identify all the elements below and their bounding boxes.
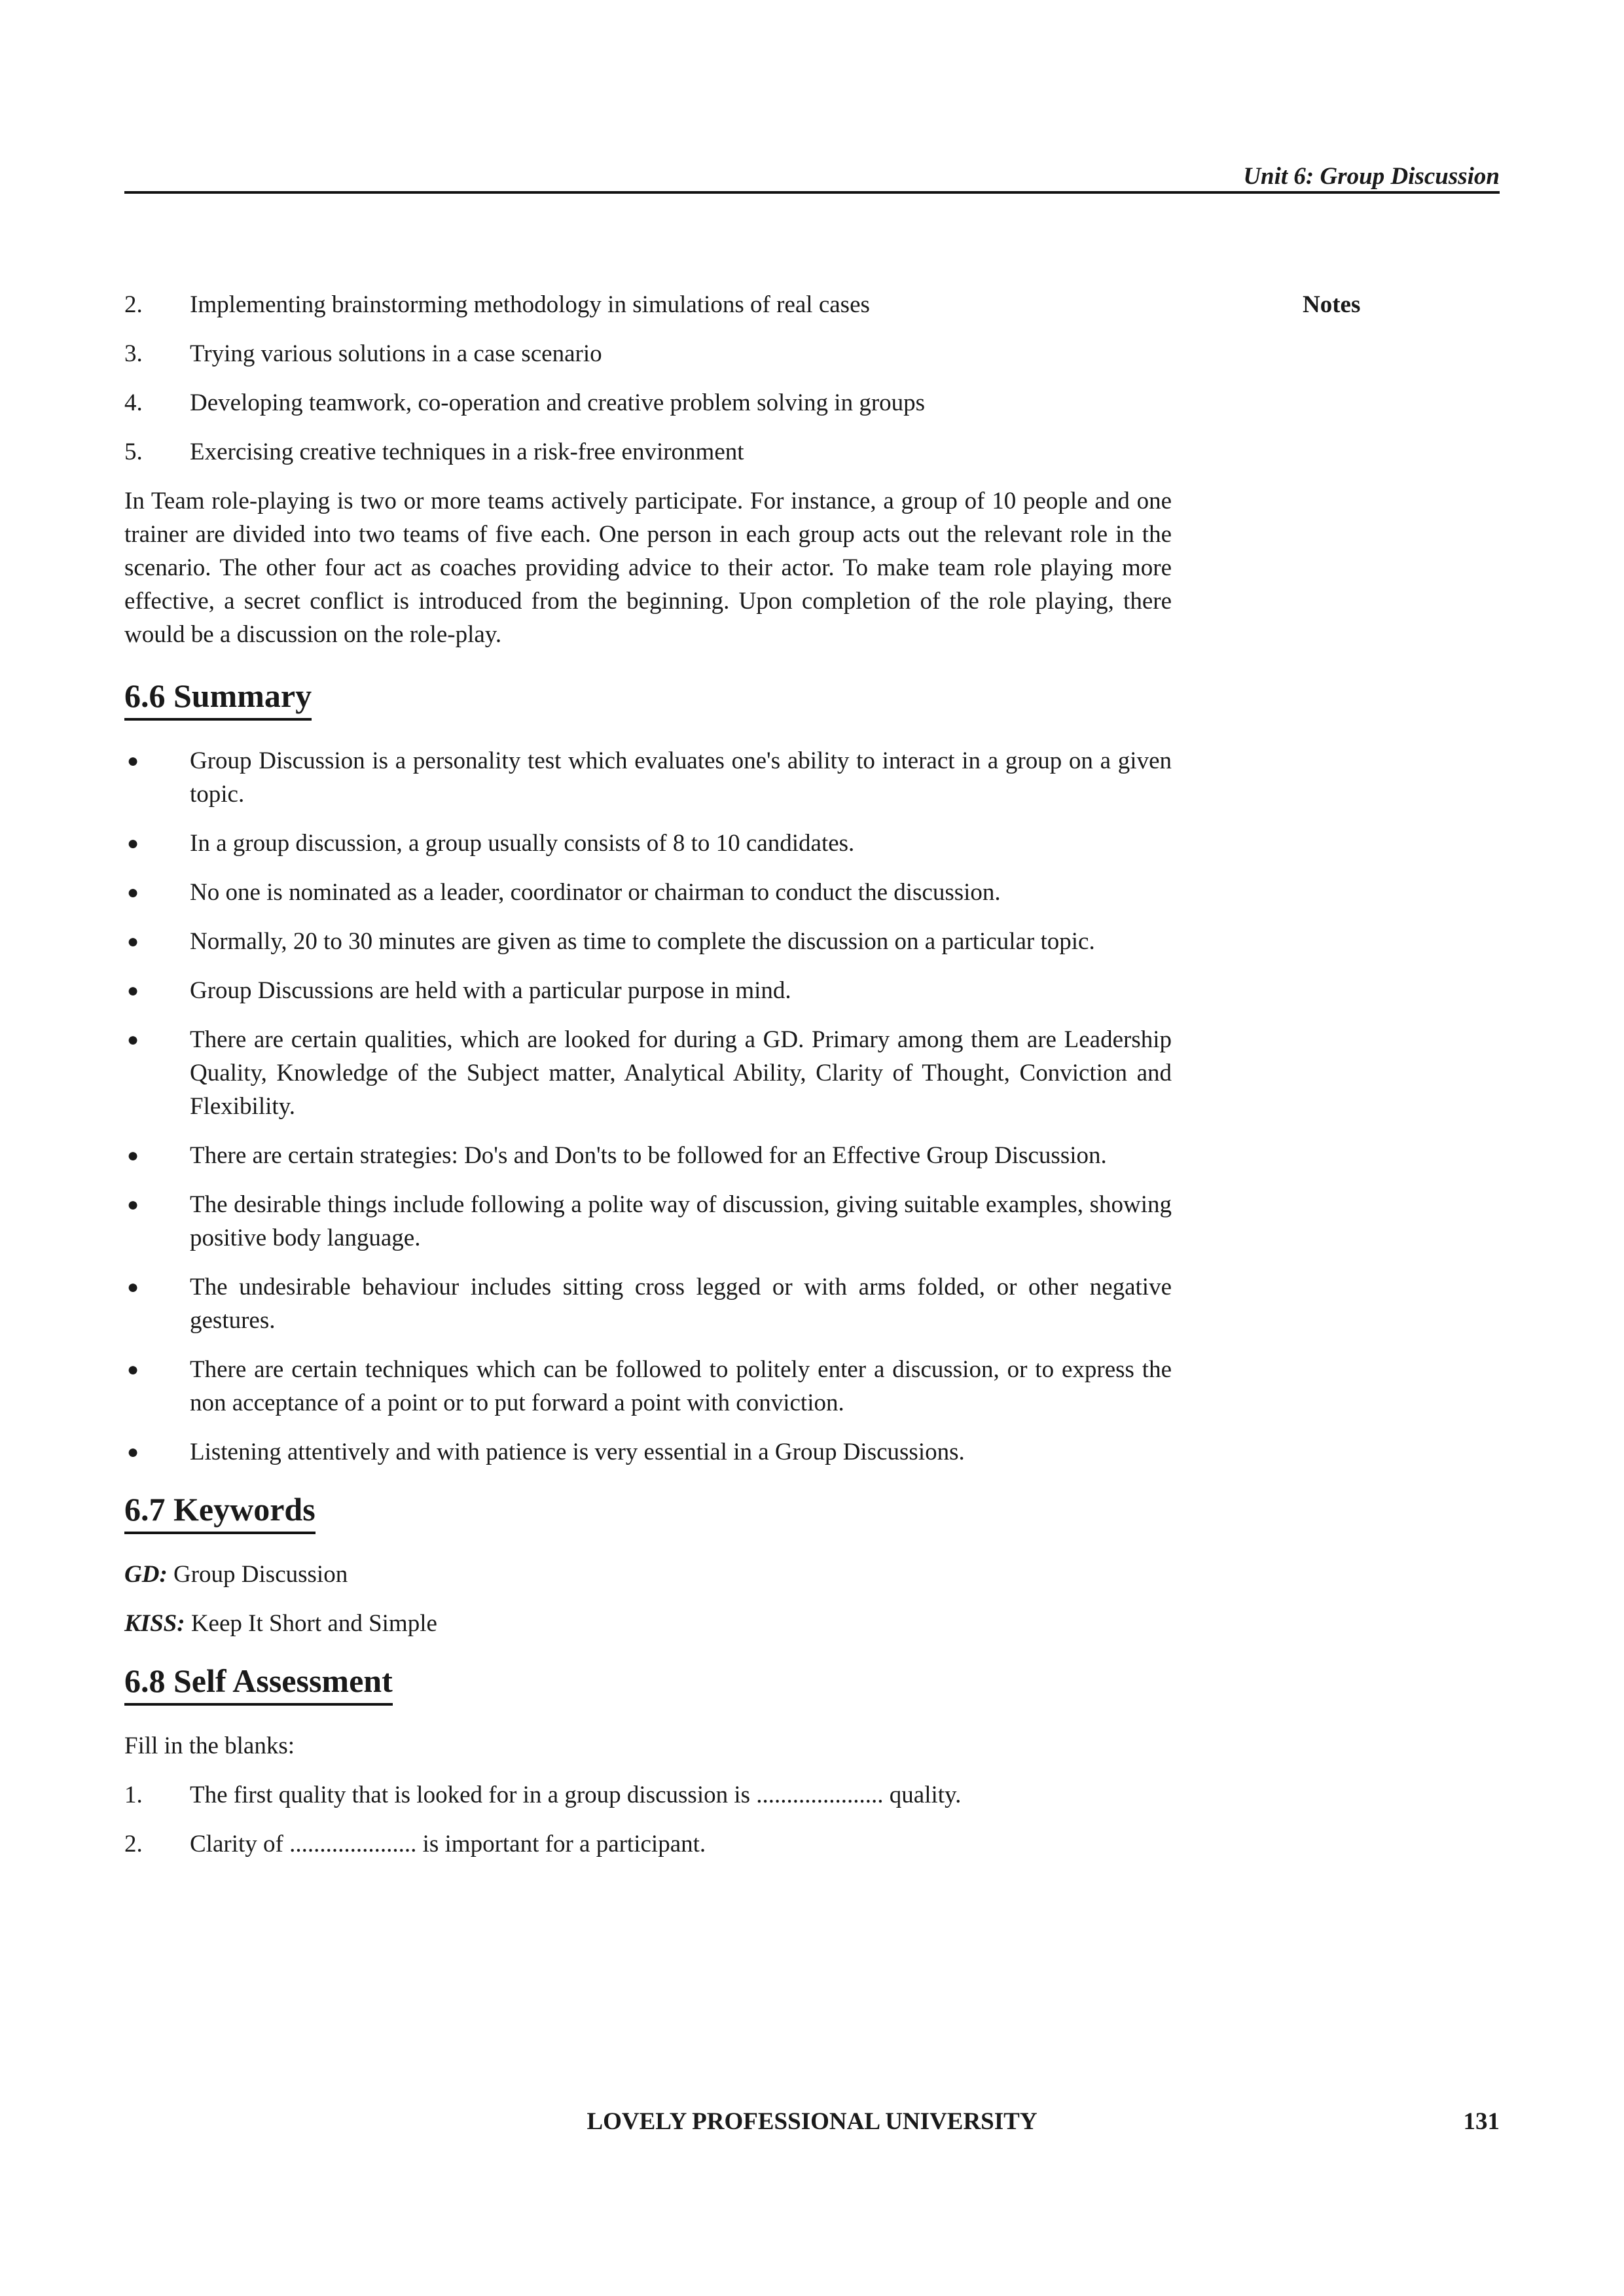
summary-bullet-text: There are certain strategies: Do's and Don'ts to be followed for an Effective Group Discussion. [190,1142,1107,1169]
summary-bullet [124,827,1172,860]
self-assessment-heading: 6.8 Self Assessment [124,1661,393,1706]
list-item [124,337,1172,370]
summary-bullet-text: Normally, 20 to 30 minutes are given as time to complete the discussion on a particular topic. [190,928,1095,955]
keyword-term: KISS: [124,1610,185,1637]
intro-paragraph: In Team role-playing is two or more teams actively participate. For instance, a group of 10 people and one trainer are divided into two teams of five each. One person in each group acts out the relevant role in the scenario. The other four act as coaches providing advice to their actor. To make team role playing more effective, a secret conflict is introduced from the beginning. Upon completion of the role playing, there would be a discussion on the role-play. [124,488,1172,648]
footer-university: LOVELY PROFESSIONAL UNIVERSITY [586,2108,1038,2135]
bullet-icon: ● [127,750,139,772]
summary-bullet-text: Group Discussion is a personality test which evaluates one's ability to interact in a group on a given topic. [190,747,1172,808]
summary-bullet-text: Listening attentively and with patience is very essential in a Group Discussions. [190,1439,965,1465]
summary-bullet-text: The desirable things include following a polite way of discussion, giving suitable examples, showing positive body language. [190,1191,1172,1251]
summary-bullet [124,876,1172,909]
notes-margin-label: Notes [1303,291,1361,318]
bullet-icon: ● [127,882,139,903]
list-item [124,386,1172,420]
question-item [124,1778,1172,1812]
question-number: 2. [124,1831,143,1857]
summary-bullet [124,1139,1172,1172]
bullet-icon: ● [127,1276,139,1298]
list-item [124,435,1172,469]
question-item [124,1827,1172,1861]
summary-bullet [124,974,1172,1007]
summary-bullet [124,1270,1172,1337]
bullet-icon: ● [127,931,139,952]
summary-bullet-text: Group Discussions are held with a particular purpose in mind. [190,977,791,1004]
self-assessment-instruction: Fill in the blanks: [124,1732,295,1759]
question-number: 1. [124,1782,143,1808]
bullet-icon: ● [127,1145,139,1166]
summary-bullet [124,744,1172,811]
bullet-icon: ● [127,1359,139,1380]
keyword-entry [124,1607,1172,1640]
summary-heading: 6.6 Summary [124,676,312,721]
bullet-icon: ● [127,833,139,854]
summary-bullet-text: No one is nominated as a leader, coordinator or chairman to conduct the discussion. [190,879,1001,906]
summary-bullet [124,925,1172,958]
list-item [124,288,1172,321]
running-header-title: Unit 6: Group Discussion [1243,163,1500,190]
summary-bullet [124,1023,1172,1123]
list-number: 4. [124,389,143,416]
list-item-text: Exercising creative techniques in a risk-free environment [190,439,744,465]
header-rule [124,191,1500,194]
bullet-icon: ● [127,1194,139,1215]
keyword-entry [124,1558,1172,1591]
bullet-icon: ● [127,1029,139,1050]
summary-bullet-text: There are certain techniques which can be followed to politely enter a discussion, or to express the non acceptance of a point or to put forward a point with conviction. [190,1356,1172,1416]
summary-bullet [124,1188,1172,1255]
summary-bullet-text: The undesirable behaviour includes sitting cross legged or with arms folded, or other negative gestures. [190,1274,1172,1334]
summary-bullet-text: In a group discussion, a group usually consists of 8 to 10 candidates. [190,830,855,857]
list-number: 2. [124,291,143,318]
question-text: Clarity of ..................... is important for a participant. [190,1831,706,1857]
page-number: 131 [1463,2108,1500,2135]
keyword-definition: Group Discussion [173,1561,348,1588]
list-item-text: Trying various solutions in a case scenario [190,340,602,367]
summary-bullet [124,1353,1172,1420]
summary-bullet [124,1435,1172,1469]
list-number: 3. [124,340,143,367]
bullet-icon: ● [127,1441,139,1463]
question-text: The first quality that is looked for in a group discussion is ..................... quality. [190,1782,962,1808]
main-content [124,288,1172,1876]
keyword-term: GD: [124,1561,168,1588]
summary-bullet-text: There are certain qualities, which are looked for during a GD. Primary among them are Leadership Quality, Knowledge of the Subject matter, Analytical Ability, Clarity of Thought, Conviction and Flexibility. [190,1026,1172,1120]
list-item-text: Implementing brainstorming methodology in simulations of real cases [190,291,870,318]
list-number: 5. [124,439,143,465]
keywords-heading: 6.7 Keywords [124,1490,316,1534]
keyword-definition: Keep It Short and Simple [190,1610,437,1637]
list-item-text: Developing teamwork, co-operation and creative problem solving in groups [190,389,926,416]
bullet-icon: ● [127,980,139,1001]
